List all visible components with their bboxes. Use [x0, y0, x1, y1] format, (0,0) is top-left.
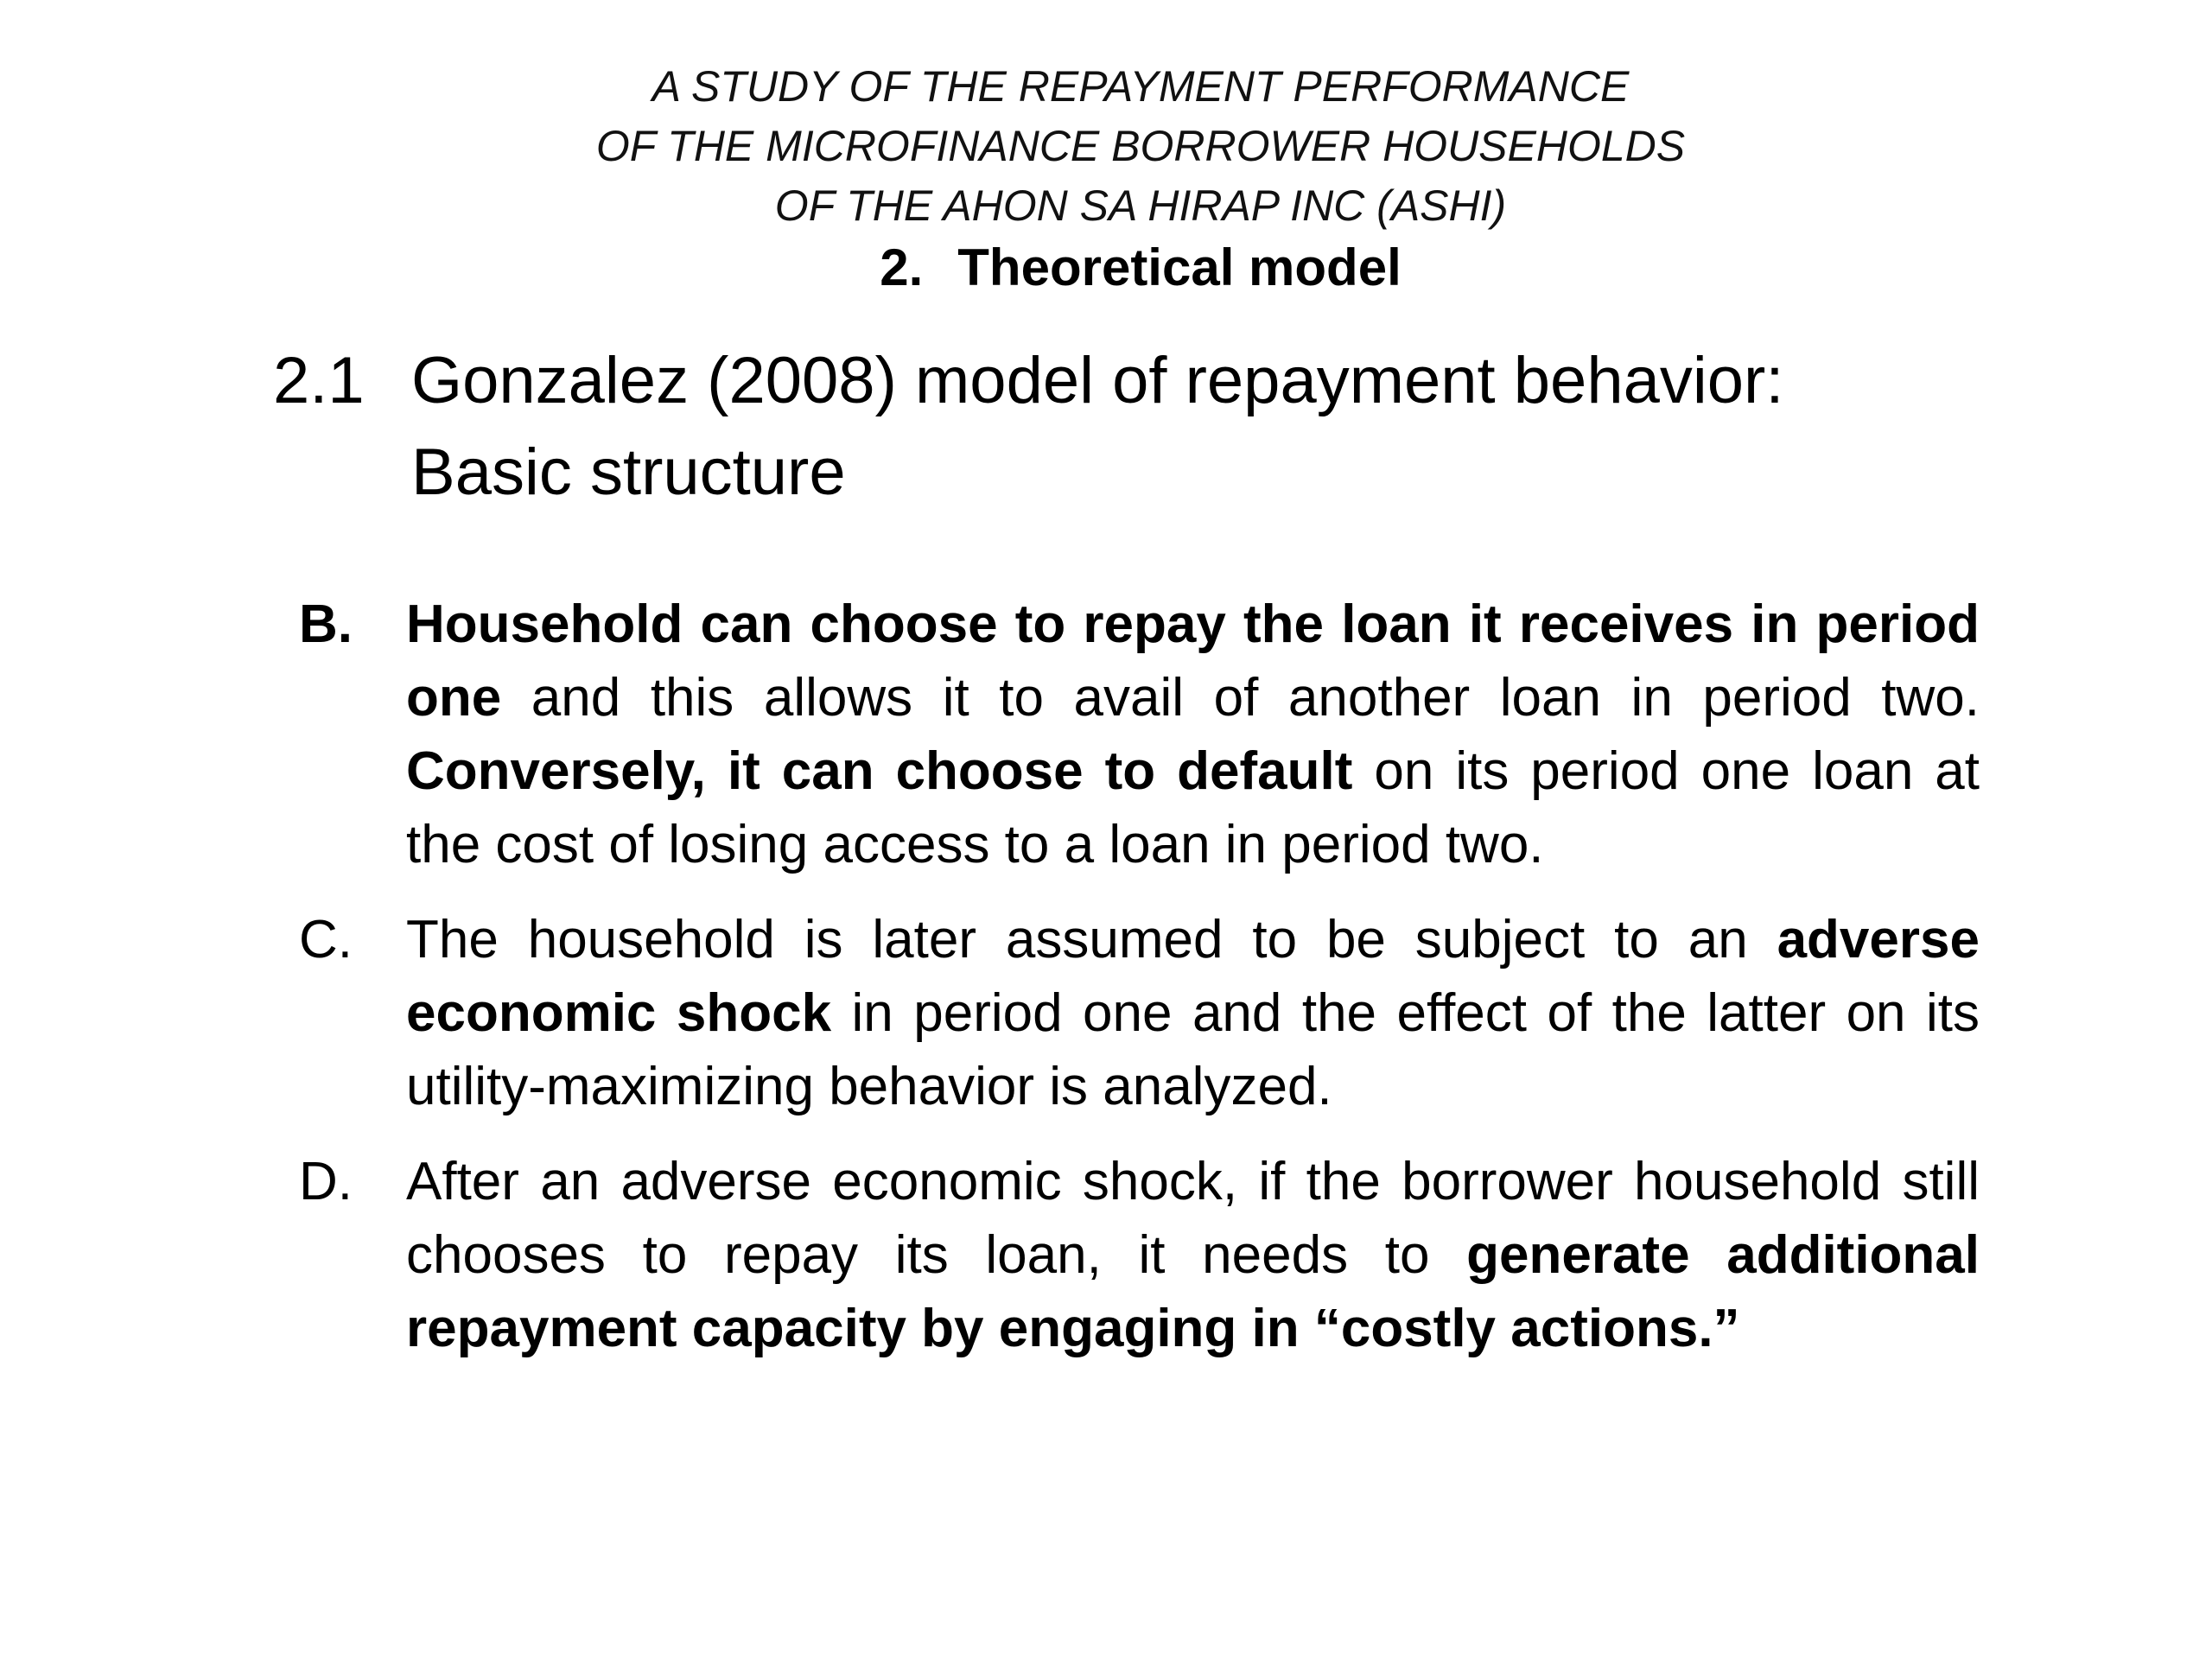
subsection-title — [411, 335, 2001, 518]
item-text: After an adverse economic shock, if the borrower household still chooses to repay its loan, it needs to — [406, 1152, 1980, 1285]
item-letter: D. — [299, 1152, 353, 1211]
list-item-c — [299, 903, 1980, 1123]
item-bold-text: adverse economic shock — [406, 910, 1980, 1043]
running-head — [0, 57, 2212, 236]
section-title — [0, 235, 2212, 301]
section-title-text: Theoretical model — [957, 238, 1402, 296]
subsection-title-line-2: Basic structure — [411, 435, 846, 509]
item-bold-text: Conversely, it can choose to default — [406, 741, 1353, 801]
section-number: 2. — [880, 238, 924, 296]
subsection-title-line-1: Gonzalez (2008) model of repayment behavior: — [411, 344, 1784, 417]
item-letter: C. — [299, 910, 353, 969]
item-text: in period one and the effect of the latter on its utility-maximizing behavior is analyzed. — [406, 983, 1980, 1116]
running-head-line-2: OF THE MICROFINANCE BORROWER HOUSEHOLDS — [595, 122, 1686, 170]
subsection-heading — [273, 335, 2001, 518]
item-text: on its period one loan at the cost of losing access to a loan in period two. — [406, 741, 1980, 874]
item-text: and this allows it to avail of another loan in period two. — [501, 668, 1980, 728]
item-list — [299, 588, 1980, 1387]
list-item-d — [299, 1145, 1980, 1365]
subsection-number: 2.1 — [273, 344, 365, 417]
item-text: The household is later assumed to be subject to an — [406, 910, 1777, 969]
item-bold-text: generate additional repayment capacity by engaging in “costly actions.” — [406, 1225, 1980, 1358]
item-bold-text: Household can choose to repay the loan it receives in period one — [406, 594, 1980, 728]
running-head-line-1: A STUDY OF THE REPAYMENT PERFORMANCE — [652, 62, 1630, 111]
running-head-line-3: OF THE AHON SA HIRAP INC (ASHI) — [774, 181, 1507, 230]
item-letter: B. — [299, 594, 353, 654]
list-item-b — [299, 588, 1980, 881]
